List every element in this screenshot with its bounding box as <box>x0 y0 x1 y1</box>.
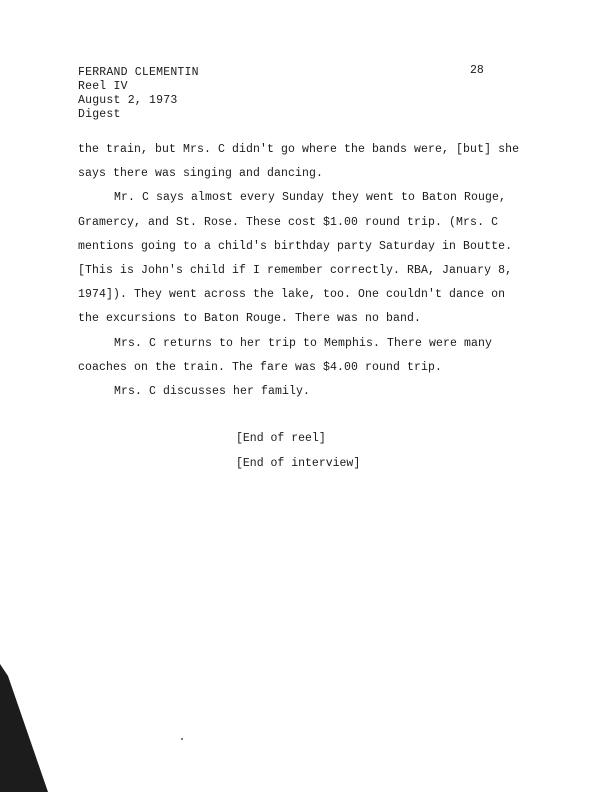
reel-label: Reel IV <box>78 80 128 93</box>
body-line: [This is John's child if I remember correctly. RBA, January 8, <box>78 264 513 278</box>
body-line: Mrs. C returns to her trip to Memphis. There were many <box>114 336 493 350</box>
end-of-reel-note: [End of reel] <box>236 432 326 445</box>
interviewee-name: FERRAND CLEMENTIN <box>78 66 199 79</box>
body-line: coaches on the train. The fare was $4.00 round trip. <box>78 360 443 374</box>
end-of-interview-note: [End of interview] <box>236 457 361 470</box>
body-line: the excursions to Baton Rouge. There was no band. <box>78 312 422 326</box>
interview-date: August 2, 1973 <box>78 94 178 107</box>
digest-body <box>78 138 540 404</box>
page-number: 28 <box>470 64 484 77</box>
document-header <box>78 66 199 122</box>
body-line: Gramercy, and St. Rose. These cost $1.00 round trip. (Mrs. C <box>78 215 499 229</box>
document-type: Digest <box>78 108 121 121</box>
body-line: 1974]). They went across the lake, too. One couldn't dance on <box>78 288 506 302</box>
scan-speck <box>181 738 183 740</box>
scan-edge-shadow <box>0 664 48 792</box>
body-line: Mrs. C discusses her family. <box>114 385 311 399</box>
closing-notes <box>236 426 360 476</box>
body-line: the train, but Mrs. C didn't go where the bands were, [but] she <box>78 143 520 156</box>
body-line: Mr. C says almost every Sunday they went to Baton Rouge, <box>114 191 507 205</box>
body-line: says there was singing and dancing. <box>78 167 324 181</box>
body-line: mentions going to a child's birthday party Saturday in Boutte. <box>78 239 513 253</box>
